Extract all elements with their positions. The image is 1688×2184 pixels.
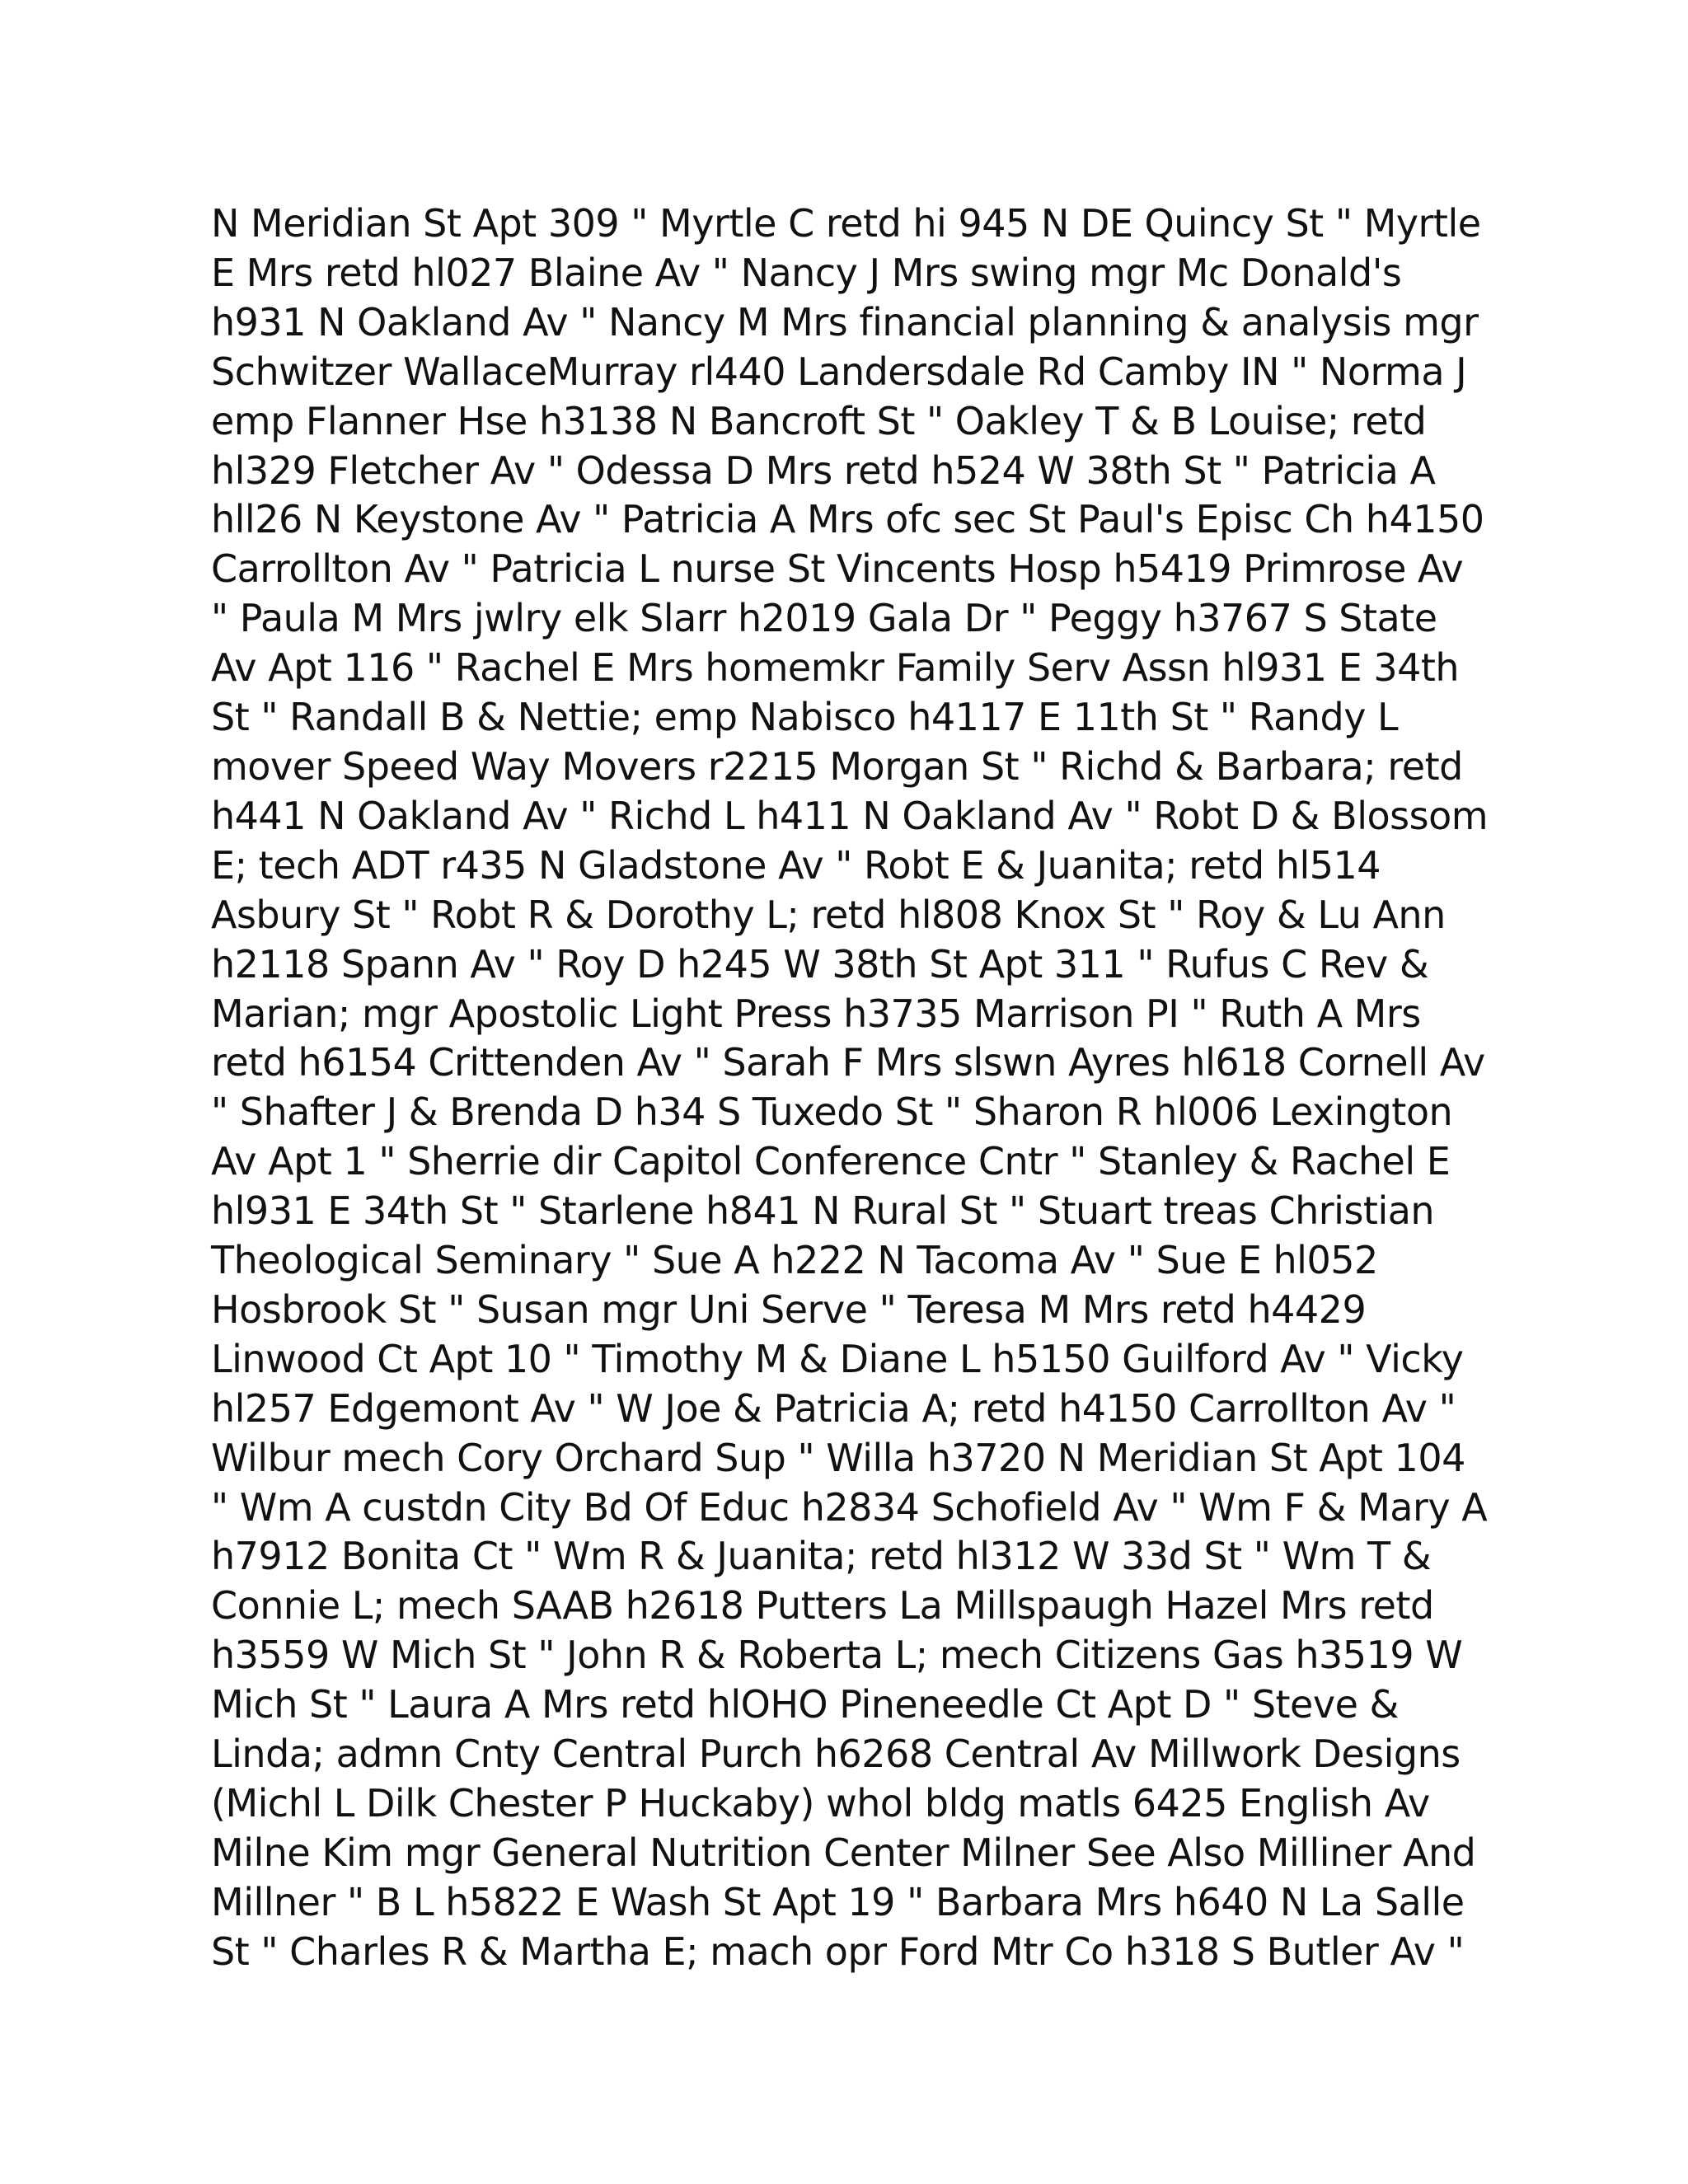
text-line: Schwitzer WallaceMurray rl440 Landersdale Rd Camby IN " Norma J (211, 349, 1467, 394)
text-line: hl257 Edgemont Av " W Joe & Patricia A; retd h4150 Carrollton Av " (211, 1385, 1456, 1431)
text-line: hl931 E 34th St " Starlene h841 N Rural St " Stuart treas Christian (211, 1188, 1435, 1234)
text-line: Wilbur mech Cory Orchard Sup " Willa h3720 N Meridian St Apt 104 (211, 1435, 1465, 1480)
directory-text-block (211, 199, 1497, 1977)
text-line: Milne Kim mgr General Nutrition Center Milner See Also Milliner And (211, 1830, 1476, 1875)
text-line: Carrollton Av " Patricia L nurse St Vincents Hosp h5419 Primrose Av (211, 546, 1464, 592)
text-line: h441 N Oakland Av " Richd L h411 N Oakland Av " Robt D & Blossom (211, 793, 1489, 838)
text-line: h3559 W Mich St " John R & Roberta L; mech Citizens Gas h3519 W (211, 1633, 1463, 1678)
text-line: Marian; mgr Apostolic Light Press h3735 Marrison PI " Ruth A Mrs (211, 991, 1421, 1036)
text-line: mover Speed Way Movers r2215 Morgan St " Richd & Barbara; retd (211, 743, 1463, 789)
text-line: Theological Seminary " Sue A h222 N Tacoma Av " Sue E hl052 (211, 1238, 1378, 1283)
text-line: " Paula M Mrs jwlry elk Slarr h2019 Gala Dr " Peggy h3767 S State (211, 596, 1437, 641)
text-line: Hosbrook St " Susan mgr Uni Serve " Teresa M Mrs retd h4429 (211, 1286, 1367, 1332)
text-line: " Shafter J & Brenda D h34 S Tuxedo St " Sharon R hl006 Lexington (211, 1090, 1453, 1135)
text-line: retd h6154 Crittenden Av " Sarah F Mrs slswn Ayres hl618 Cornell Av (211, 1040, 1485, 1085)
text-line: E Mrs retd hl027 Blaine Av " Nancy J Mrs swing mgr Mc Donald's (211, 250, 1402, 295)
text-line: (Michl L Dilk Chester P Huckaby) whol bldg matls 6425 English Av (211, 1781, 1430, 1825)
text-line: Connie L; mech SAAB h2618 Putters La Millspaugh Hazel Mrs retd (211, 1583, 1434, 1629)
text-line: St " Randall B & Nettie; emp Nabisco h4117 E 11th St " Randy L (211, 695, 1399, 740)
text-line: Millner " B L h5822 E Wash St Apt 19 " Barbara Mrs h640 N La Salle (211, 1879, 1465, 1924)
text-line: Asbury St " Robt R & Dorothy L; retd hl808 Knox St " Roy & Lu Ann (211, 892, 1446, 937)
text-line: h931 N Oakland Av " Nancy M Mrs financial planning & analysis mgr (211, 299, 1479, 344)
text-line: Av Apt 116 " Rachel E Mrs homemkr Family Serv Assn hl931 E 34th (211, 645, 1460, 691)
text-line: " Wm A custdn City Bd Of Educ h2834 Schofield Av " Wm F & Mary A (211, 1484, 1488, 1530)
text-line: Linda; admn Cnty Central Purch h6268 Central Av Millwork Designs (211, 1732, 1461, 1777)
text-line: emp Flanner Hse h3138 N Bancroft St " Oakley T & B Louise; retd (211, 398, 1427, 443)
text-line: E; tech ADT r435 N Gladstone Av " Robt E & Juanita; retd hl514 (211, 842, 1381, 888)
text-line: Av Apt 1 " Sherrie dir Capitol Conference Cntr " Stanley & Rachel E (211, 1139, 1451, 1184)
text-line: hl329 Fletcher Av " Odessa D Mrs retd h524 W 38th St " Patricia A (211, 448, 1436, 493)
text-line: Mich St " Laura A Mrs retd hlOHO Pineneedle Ct Apt D " Steve & (211, 1682, 1399, 1727)
text-line: h2118 Spann Av " Roy D h245 W 38th St Apt 311 " Rufus C Rev & (211, 941, 1429, 987)
text-line: St " Charles R & Martha E; mach opr Ford Mtr Co h318 S Butler Av " (211, 1929, 1465, 1974)
text-line: Linwood Ct Apt 10 " Timothy M & Diane L h5150 Guilford Av " Vicky (211, 1336, 1464, 1381)
text-line: h7912 Bonita Ct " Wm R & Juanita; retd hl312 W 33d St " Wm T & (211, 1534, 1432, 1579)
text-line: N Meridian St Apt 309 " Myrtle C retd hi 945 N DE Quincy St " Myrtle (211, 201, 1481, 246)
text-line: hll26 N Keystone Av " Patricia A Mrs ofc sec St Paul's Episc Ch h4150 (211, 497, 1484, 542)
